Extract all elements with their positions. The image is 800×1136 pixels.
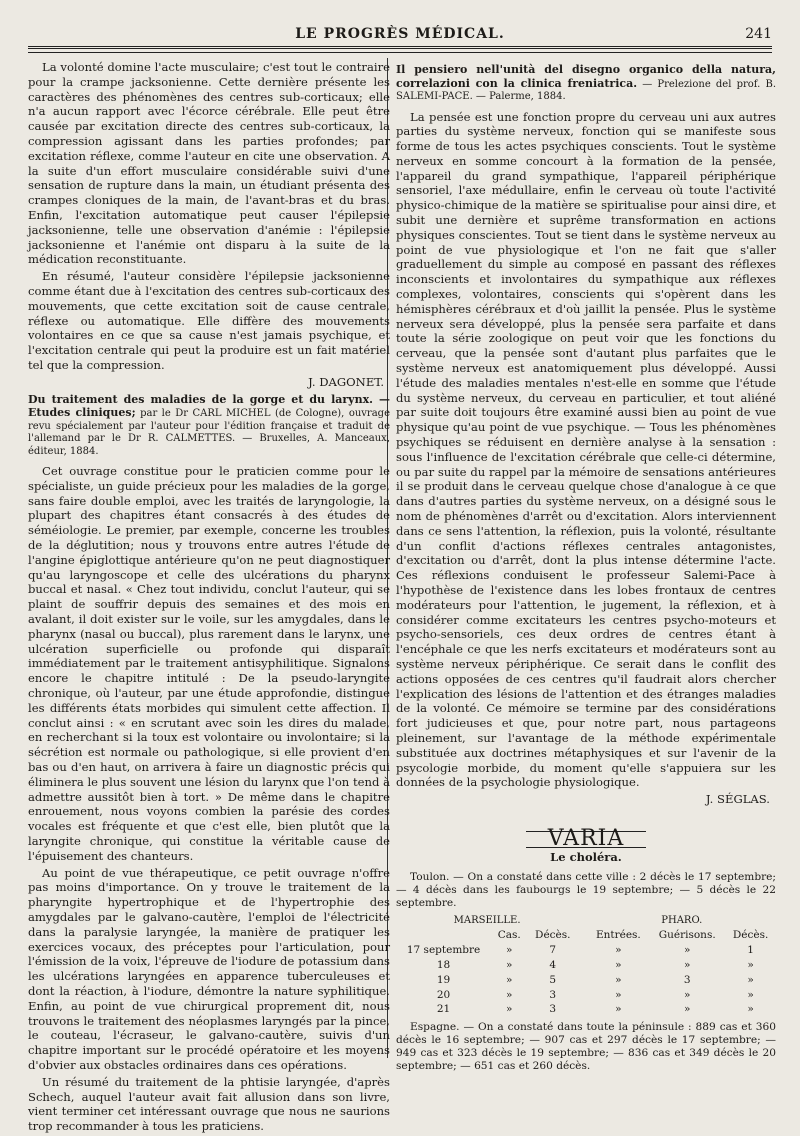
table-cell: » (747, 988, 754, 1001)
header-rule (28, 46, 772, 49)
paragraph: Toulon. — On a constaté dans cette ville : 2 décès le 17 septembre; — 4 décès dans les faubourgs le 19 septembre; — 5 décès le 22 septembre. (396, 870, 776, 909)
paragraph: Espagne. — On a constaté dans toute la péninsule : 889 cas et 360 décès le 16 septembre; — 907 cas et 297 décès le 17 septembre; — 949 cas et 323 décès le 19 septembre; — 836 cas et 349 décès le 20 septembre; — 651 cas et 260 décès. (396, 1021, 776, 1073)
book-details: par le Dr CARL MICHEL (de Cologne), ouvrage revu spécialement par l'auteur pour l'édition française et traduit de l'allemand par le Dr R. CALMETTES. — Bruxelles, A. Manceaux, éditeur, 1884. (28, 408, 390, 457)
table-cell: 21 (436, 1003, 451, 1016)
table-cell: » (747, 973, 754, 986)
header-rule-thin (28, 52, 772, 53)
table-cell: » (506, 1003, 513, 1016)
table-group-heading: MARSEILLE. (453, 914, 521, 926)
book-details: — Prelezione del prof. B. SALEMI-PACE. — Palerme, 1884. (396, 78, 776, 102)
table-cell: 3 (683, 973, 691, 986)
table-row (396, 943, 776, 958)
table-cell: 20 (436, 988, 451, 1001)
paragraph: Cet ouvrage constitue pour le praticien comme pour le spécialiste, un guide précieux pour les maladies de la gorge, sans faire double emploi, avec les traités de laryngologie, la plupart des chapitres étant consacrés à des études de séméiologie. Le premier, par exemple, concerne les troubles de la déglutition; nous y trouvons entre autres l'étude de l'angine épiglottique antérieure qu'on ne peut diagnostiquer qu'au laryngoscope et celle des ulcérations du pharynx buccal et nasal. « Chez tout individu, conclut l'auteur, qui se plaint de souffrir depuis des semaines et des mois en avalant, il doit exister sur le voile, sur les amygdales, dans le pharynx (nasal ou buccal), plus rarement dans le larynx, une ulcération superficielle ou profonde qui disparaît immédiatement par le traitement antisyphilitique. Signalons encore le chapitre intitulé : De la pseudo-laryngite chronique, où l'auteur, par une étude approfondie, distingue les différents états morbides qui simulent cette affection. Il conclut ainsi : « en scrutant avec soin les dires du malade, en recherchant si la toux est volontaire ou involontaire; si la sécrétion est normale ou pathologique, si elle provient d'en bas ou d'en haut, on arrivera à faire un diagnostic précis qui éliminera le plus souvent une lésion du larynx que l'on tend à admettre aussitôt bien à tort. » De même dans le chapitre enrouement, nous voyons combien la parésie des cordes vocales est fréquente et que c'est elle, bien plutôt que la laryngite chronique, qui constitue la véritable cause de l'épuisement des chanteurs. (28, 464, 390, 863)
table-cell: » (615, 988, 622, 1001)
table-row (396, 1002, 776, 1017)
table-row (396, 958, 776, 973)
journal-title: LE PROGRÈS MÉDICAL. (295, 26, 505, 42)
table-cell (578, 1002, 587, 1017)
paragraph: La volonté domine l'acte musculaire; c'est tout le contraire pour la crampe jacksonienne. Cette dernière présente les caractères des phénomènes des centres sub-corticaux; elle n'a aucun rapport avec l'écorce cérébrale. Elle peut être causée par excitation directe des centres sub-corticaux, la compression agissant dans les parties profondes; par excitation réflexe, comme l'auteur en cite une observation. A la suite d'un effort musculaire considérable suivi d'une sensation de rupture dans la main, un étudiant présenta des crampes cloniques de la main, de l'avant-bras et du bras. Enfin, l'excitation automatique peut causer l'épilepsie jacksonienne, telle une observation d'anémie : l'épilepsie jacksonienne et l'anémie ont disparu à la suite de la médication reconstituante. (28, 60, 390, 267)
paragraph: Un résumé du traitement de la phtisie laryngée, d'après Schech, auquel l'auteur avait fait allusion dans son livre, vient terminer cet intéressant ouvrage que nous ne saurions trop recommander à tous les praticiens. (28, 1074, 390, 1134)
book-title: Il pensiero nell'unità del disegno organico della natura, correlazioni con la clinica freniatrica. (396, 63, 776, 90)
table-column-header: Décès. (535, 929, 571, 942)
table-cell: » (615, 958, 622, 971)
subsection-heading: Le choléra. (550, 849, 622, 864)
paragraph: La pensée est une fonction propre du cerveau uni aux autres parties du système nerveux, fonction qui se manifeste sous forme de tous les actes psychiques conscients. Tout le système nerveux en somme concourt à la formation de la pensée, l'appareil du grand sympathique, l'appareil périphérique sensoriel, l'axe médullaire, enfin le cerveau où toute l'activité physico-chimique de la matière se spiritualise pour ainsi dire, et subit une dernière et suprême transformation en actions physiques conscientes. Tout se tient dans le système nerveux au point de vue physiologique et l'on ne fait que s'aller graduellement du simple au composé en passant des réflexes inconscients et involontaires du sympathique aux réflexes complexes, volontaires, conscients qui s'opèrent dans les hémisphères cérébraux et d'où jaillit la pensée. Plus le système nerveux sera développé, plus la pensée sera parfaite et dans toute la série zoologique on peut voir que les fonctions du cerveau, que la pensée sont d'autant plus parfaites que le système nerveux est anatomiquement plus développé. Aussi l'étude des maladies mentales n'est-elle en somme que l'étude du système nerveux, du cerveau en particulier, et tout aliéné par suite doit toujours être examiné aussi bien au point de vue physique qu'au point de vue psychique. — Tous les phénomènes psychiques se réduisent en dernière analyse à la sensation : sous l'influence de l'excitation cérébrale que celle-ci détermine, ou par suite du rappel par la mémoire de sensations antérieures il se produit dans le cerveau quelque chose d'analogue à ce que dans d'autres parties du système nerveux, on a désigné sous le nom de phénomènes d'arrêt ou d'excitation. Alors interviennent dans ce sens l'attention, la réflexion, puis la volonté, résultante d'un conflit d'actions réflexes centrales antagonistes, d'excitation ou d'arrêt, dont la plus intense détermine l'acte. Ces réflexions conduisent le professeur Salemi-Pace à l'hypothèse de l'existence dans les lobes frontaux de centres modérateurs pour l'attention, le jugement, la réflexion, et à considérer comme excitateurs les centres psycho-moteurs et psycho-sensoriels, ces deux ordres de centres étant à l'encéphale ce que les nerfs excitateurs et modérateurs sont au système nerveux périphérique. Ce serait dans le conflit des actions opposées de ces centres qu'il faudrait alors chercher l'explication des lésions de l'attention et des étranges maladies de la volonté. Ce mémoire se termine par des considérations fort judicieuses et que, pour notre part, nous partageons pleinement, sur l'avantage de la méthode expérimentale substituée aux doctrines métaphysiques et sur l'avenir de la psycologie morbide, du moment qu'elle s'appuiera sur les données de la psychologie physiologique. (396, 109, 776, 790)
table-cell: » (506, 988, 513, 1001)
table-column-header: Guérisons. (658, 929, 716, 942)
book-title: Du traitement des maladies de la gorge et du larynx. — Etudes cliniques; (28, 392, 390, 420)
table-column-header: Décès. (732, 929, 769, 942)
table-column-header (396, 928, 491, 943)
left-column (28, 60, 390, 1136)
table-cell (578, 973, 587, 988)
table-cell (578, 988, 587, 1003)
table-column-header (578, 928, 587, 943)
table-cell: » (615, 1003, 622, 1016)
table-cell: 19 (436, 973, 451, 986)
table-cell: 1 (747, 944, 754, 957)
table-cell: » (747, 958, 754, 971)
table-cell: » (683, 1003, 691, 1016)
table-cell: 18 (436, 958, 451, 971)
cholera-table (396, 914, 776, 1018)
table-group-heading: PHARO. (661, 914, 703, 926)
table-cell: 3 (549, 988, 557, 1001)
table-cell: » (506, 958, 513, 971)
table-cell: » (683, 944, 691, 957)
table-row (396, 988, 776, 1003)
paragraph: En résumé, l'auteur considère l'épilepsie jacksonienne comme étant due à l'excitation des centres sub-corticaux des mouvements, que cette excitation soit de cause centrale, réflexe ou automatique. Elle diffère des mouvements volontaires en ce que sa cause n'est jamais psychique, et l'excitation centrale qui peut la produire est un fait matériel tel que la compression. (28, 269, 390, 372)
table-cell: 5 (549, 973, 557, 986)
page-number: 241 (745, 26, 772, 42)
table-cell: 4 (549, 958, 557, 971)
table-cell: » (615, 973, 622, 986)
signature: J. DAGONET. (308, 374, 384, 389)
table-cell: » (506, 973, 513, 986)
page-header (28, 22, 772, 46)
table-cell: » (747, 1003, 754, 1016)
table-cell: » (683, 988, 691, 1001)
table-cell (578, 958, 587, 973)
table-cell: » (683, 958, 691, 971)
table-cell (578, 943, 587, 958)
table-row (396, 973, 776, 988)
book-review-reference (28, 394, 390, 459)
section-heading: VARIA (526, 831, 646, 848)
book-review-reference (396, 64, 776, 104)
table-cell: 3 (549, 1003, 557, 1016)
table-cell: 7 (549, 944, 557, 957)
table-column-header: Cas. (497, 929, 521, 942)
table-cell: » (615, 944, 622, 957)
paragraph: Au point de vue thérapeutique, ce petit ouvrage n'offre pas moins d'importance. On y trouve le traitement de la pharyngite hypertrophique et de l'hypertrophie des amygdales par le galvano-cautère, l'emploi de l'électricité dans la paralysie laryngée, la manière de pratiquer les exercices vocaux, des préceptes pour l'articulation, pour l'émission de la voix, l'épreuve de l'iodure de potassium dans les ulcérations laryngées en apparence tuberculeuses et dont la réaction, à l'iodure, démontre la nature syphilitique. Enfin, au point de vue chirurgical proprement dit, nous trouvons le traitement des néoplasmes laryngés par la pince, le couteau, l'écraseur, le galvano-cautère, suivis d'un chapitre important sur le procédé opératoire et les moyens d'obvier aux obstacles ordinaires dans ces opérations. (28, 865, 390, 1072)
table-cell: » (506, 944, 513, 957)
right-column (396, 60, 776, 1075)
table-column-header: Entrées. (595, 929, 641, 942)
signature: J. SÉGLAS. (705, 792, 770, 807)
table-cell: 17 septembre (406, 944, 481, 957)
